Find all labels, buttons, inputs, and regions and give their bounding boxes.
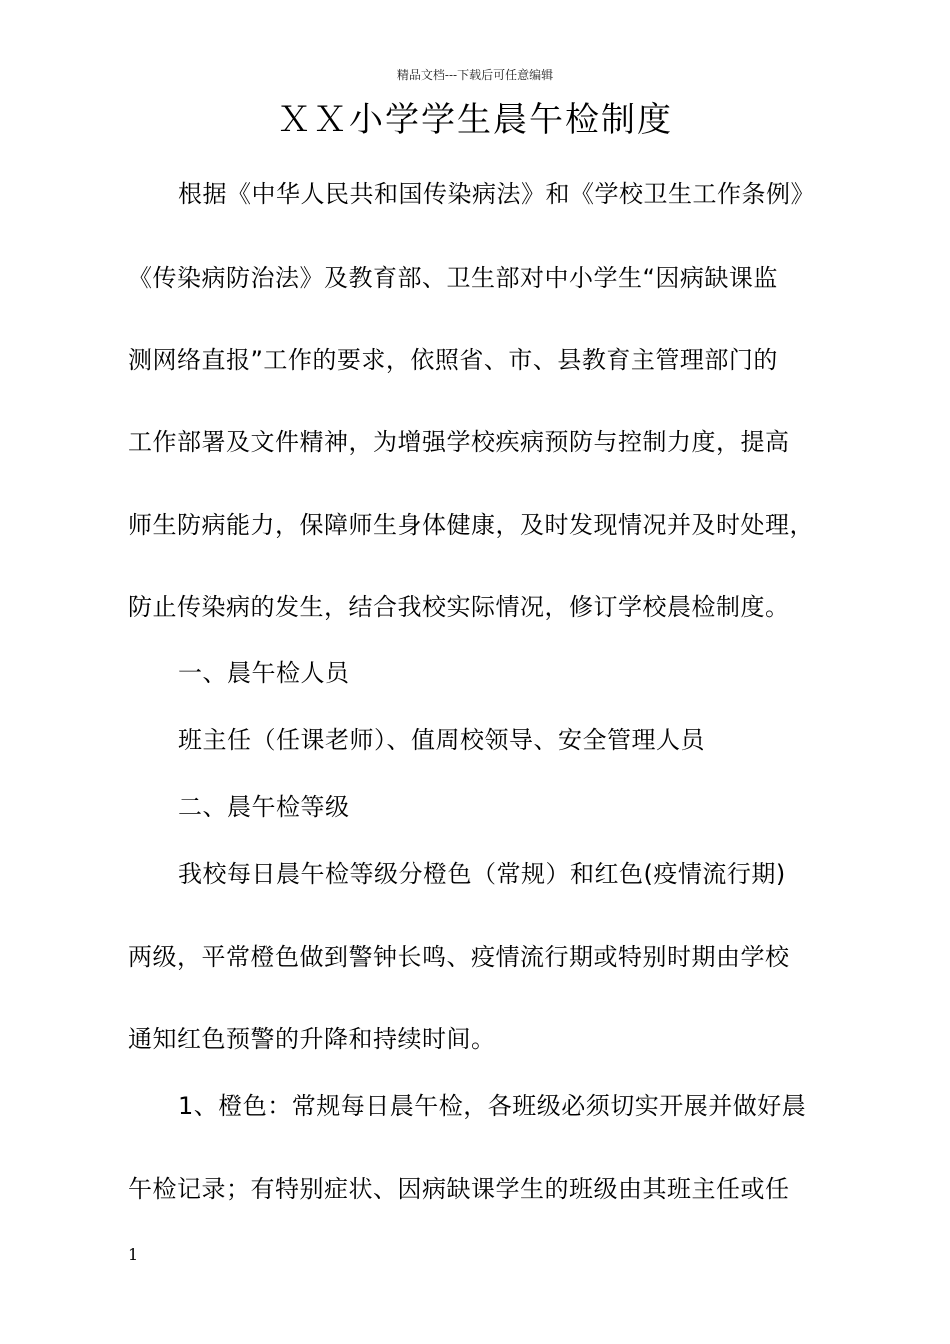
section-heading: 一、晨午检人员 xyxy=(178,659,350,687)
paragraph-line: 师生防病能力，保障师生身体健康，及时发现情况并及时处理， xyxy=(128,511,814,539)
paragraph-line: 午检记录；有特别症状、因病缺课学生的班级由其班主任或任 xyxy=(128,1175,790,1203)
document-title: ＸＸ小学学生晨午检制度 xyxy=(277,100,673,140)
paragraph-line: 测网络直报”工作的要求，依照省、市、县教育主管理部门的 xyxy=(128,346,778,374)
page-number: 1 xyxy=(128,1245,139,1264)
paragraph-line: 根据《中华人民共和国传染病法》和《学校卫生工作条例》 xyxy=(178,180,815,208)
paragraph-line: 1、橙色：常规每日晨午检，各班级必须切实开展并做好晨 xyxy=(178,1092,807,1120)
paragraph-line: 《传染病防治法》及教育部、卫生部对中小学生“因病缺课监 xyxy=(128,264,778,292)
paragraph-line: 防止传染病的发生，结合我校实际情况，修订学校晨检制度。 xyxy=(128,593,790,621)
paragraph-line: 工作部署及文件精神，为增强学校疾病预防与控制力度，提高 xyxy=(128,428,790,456)
section-heading: 二、晨午检等级 xyxy=(178,793,350,821)
paragraph-line: 我校每日晨午检等级分橙色（常规）和红色(疫情流行期) xyxy=(178,860,786,888)
paragraph-line: 两级，平常橙色做到警钟长鸣、疫情流行期或特别时期由学校 xyxy=(128,943,790,971)
paragraph-line: 通知红色预警的升降和持续时间。 xyxy=(128,1025,496,1053)
page-header-note: 精品文档---下载后可任意编辑 xyxy=(396,68,554,82)
paragraph-line: 班主任（任课老师）、值周校领导、安全管理人员 xyxy=(178,726,705,754)
